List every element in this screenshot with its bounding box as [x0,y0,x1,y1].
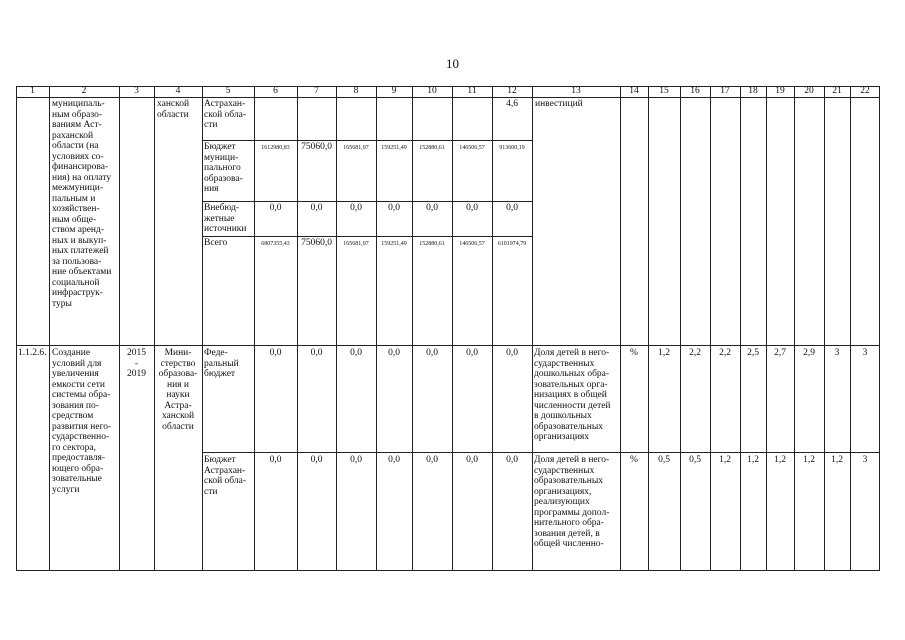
header-col-11: 11 [467,86,477,96]
header-col-14: 14 [629,86,639,96]
page-number: 10 [446,56,459,71]
column-rule-11 [452,86,453,571]
row2-indicator-value: 1,2 [658,348,670,358]
row-divider [16,345,880,346]
row2-source-label: Феде- ральный бюджет [204,348,239,379]
column-rule-18 [740,86,741,571]
row2-indicator: Доля детей в него- сударственных дошкольных обра- зовательных орга- низациях в общей численности детей в дошкольных образовательных организациях [534,348,611,442]
row2-indicator-value: 1,2 [719,455,731,465]
row2-funding-value: 0,0 [388,348,400,358]
header-col-2: 2 [81,86,87,96]
row1-funding-value: 0,0 [466,203,478,213]
row2-indicator-value: 1,2 [831,455,843,465]
row2-funding-value: 0,0 [269,348,282,358]
row1-funding-value: 4,6 [506,99,518,109]
row2-period: 2015 - 2019 [127,348,146,379]
source-row-rule [202,452,880,453]
row2-indicator-value: 3 [862,348,868,358]
row2-funding-value: 0,0 [269,455,282,465]
row2-indicator-value: 2,5 [747,348,759,358]
column-rule-3 [119,86,120,571]
row2-indicator-value: 1,2 [747,455,759,465]
row1-funding-value: 0,0 [506,203,518,213]
column-rule-2 [49,86,50,571]
row1-indicator: инвестиций [535,99,583,109]
row2-indicator-value: 3 [862,455,868,465]
row1-funding-value: 146506,57 [459,145,485,151]
row1-source-label: Астрахан- ской обла- сти [204,99,247,130]
header-col-9: 9 [391,86,397,96]
row2-indicator-value: 0,5 [689,455,701,465]
row2-funding-value: 0,0 [426,455,438,465]
column-rule-4 [154,86,155,571]
row1-funding-value: 6101974,79 [497,241,527,247]
row1-funding-value: 0,0 [388,203,400,213]
row1-executor: ханской области [157,99,190,120]
row1-funding-value: 1612980,83 [261,145,290,151]
row2-indicator-value: 1,2 [803,455,815,465]
column-rule-14 [620,86,621,571]
row1-funding-value: 159251,49 [381,241,407,247]
header-col-13: 13 [571,86,581,96]
row2-funding-value: 0,0 [388,455,400,465]
column-rule-9 [376,86,377,571]
row2-unit: % [630,455,638,465]
column-rule-8 [336,86,337,571]
header-bottom-rule [16,97,880,98]
row2-indicator-value: 2,7 [774,348,786,358]
header-col-18: 18 [748,86,758,96]
row1-funding-value: 0,0 [350,203,362,213]
column-rule-10 [412,86,413,571]
row2-funding-value: 0,0 [310,455,323,465]
column-rule-7 [297,86,298,571]
column-rule-6 [254,86,255,571]
row1-source-label: Всего [204,238,228,248]
row2-funding-value: 0,0 [466,455,478,465]
header-col-3: 3 [134,86,139,96]
header-col-5: 5 [225,86,231,96]
row1-funding-value: 75060,0 [301,142,332,152]
row2-indicator-value: 2,9 [803,348,815,358]
column-rule-1 [16,86,17,571]
column-rule-13 [532,86,533,571]
header-col-1: 1 [30,86,35,96]
row1-funding-value: 6807355,43 [261,241,290,247]
column-rule-16 [680,86,681,571]
column-rule-12 [492,86,493,571]
column-rule-5 [202,86,203,571]
row2-funding-value: 0,0 [506,455,518,465]
header-col-21: 21 [832,86,842,96]
row2-indicator: Доля детей в него- сударственных образовательных организациях, реализующих программы допол- нительного обра- зования детей, в общей численно- [534,455,610,549]
row2-funding-value: 0,0 [466,348,478,358]
header-col-6: 6 [273,86,278,96]
row1-funding-value: 0,0 [269,203,282,213]
source-row-rule [202,236,532,237]
row1-source-label: Бюджет муници- пального образова- ния [204,142,243,194]
source-row-rule [202,140,532,141]
row1-source-label: Внебюд- жетные источники [204,203,247,234]
row1-funding-value: 0,0 [310,203,323,213]
header-col-12: 12 [507,86,517,96]
header-col-10: 10 [427,86,437,96]
header-col-16: 16 [690,86,700,96]
row1-funding-value: 165681,97 [343,241,369,247]
program-table [16,86,880,570]
column-rule-15 [648,86,649,571]
header-col-4: 4 [175,86,181,96]
row1-funding-value: 152880,61 [419,241,445,247]
row2-indicator-value: 2,2 [719,348,731,358]
row2-executor: Мини- стерство образова- ния и науки Астра- ханской области [158,348,198,432]
source-row-rule [202,201,532,202]
row1-funding-value: 159251,49 [381,145,407,151]
row2-source-label: Бюджет Астрахан- ской обла- сти [204,455,247,497]
column-rule-22 [850,86,851,571]
row2-indicator-value: 2,2 [689,348,701,358]
header-col-7: 7 [314,86,319,96]
row2-funding-value: 0,0 [350,348,362,358]
column-rule-21 [824,86,825,571]
header-col-20: 20 [804,86,814,96]
row1-funding-value: 165681,97 [343,145,369,151]
header-col-19: 19 [775,86,785,96]
row2-funding-value: 0,0 [426,348,438,358]
row2-unit: % [630,348,638,358]
row2-code: 1.1.2.6. [18,348,47,358]
row1-funding-value: 152880,61 [419,145,445,151]
row1-measure-name: муниципаль- ным образо- ваниям Аст- раханской области (на условиях со- финансирова- ния) на оплату межмуници- пальным и хозяйствен- ным обще- ством аренд- ных и выкуп- ных платежей за пользова- ние объектами социальной инфраструк- туры [52,99,112,309]
row1-funding-value: 146506,57 [459,241,485,247]
row2-indicator-value: 0,5 [658,455,670,465]
row2-indicator-value: 3 [834,348,840,358]
table-bottom-rule [16,570,880,571]
row2-funding-value: 0,0 [506,348,518,358]
column-rule-17 [710,86,711,571]
header-col-8: 8 [353,86,359,96]
header-col-17: 17 [720,86,730,96]
row1-funding-value: 913600,19 [499,145,525,151]
header-col-15: 15 [659,86,669,96]
row2-measure-name: Создание условий для увеличения емкости сети системы обра- зования по- средством развития него- сударственно- го сектора, предоставля- ющего обра- зовательные услуги [52,348,112,495]
row1-funding-value: 0,0 [426,203,438,213]
row2-funding-value: 0,0 [350,455,362,465]
column-rule-19 [766,86,767,571]
column-rule-23 [879,86,880,571]
row2-indicator-value: 1,2 [774,455,786,465]
header-col-22: 22 [860,86,870,96]
row1-funding-value: 75060,0 [301,238,332,248]
column-rule-20 [794,86,795,571]
row2-funding-value: 0,0 [310,348,323,358]
